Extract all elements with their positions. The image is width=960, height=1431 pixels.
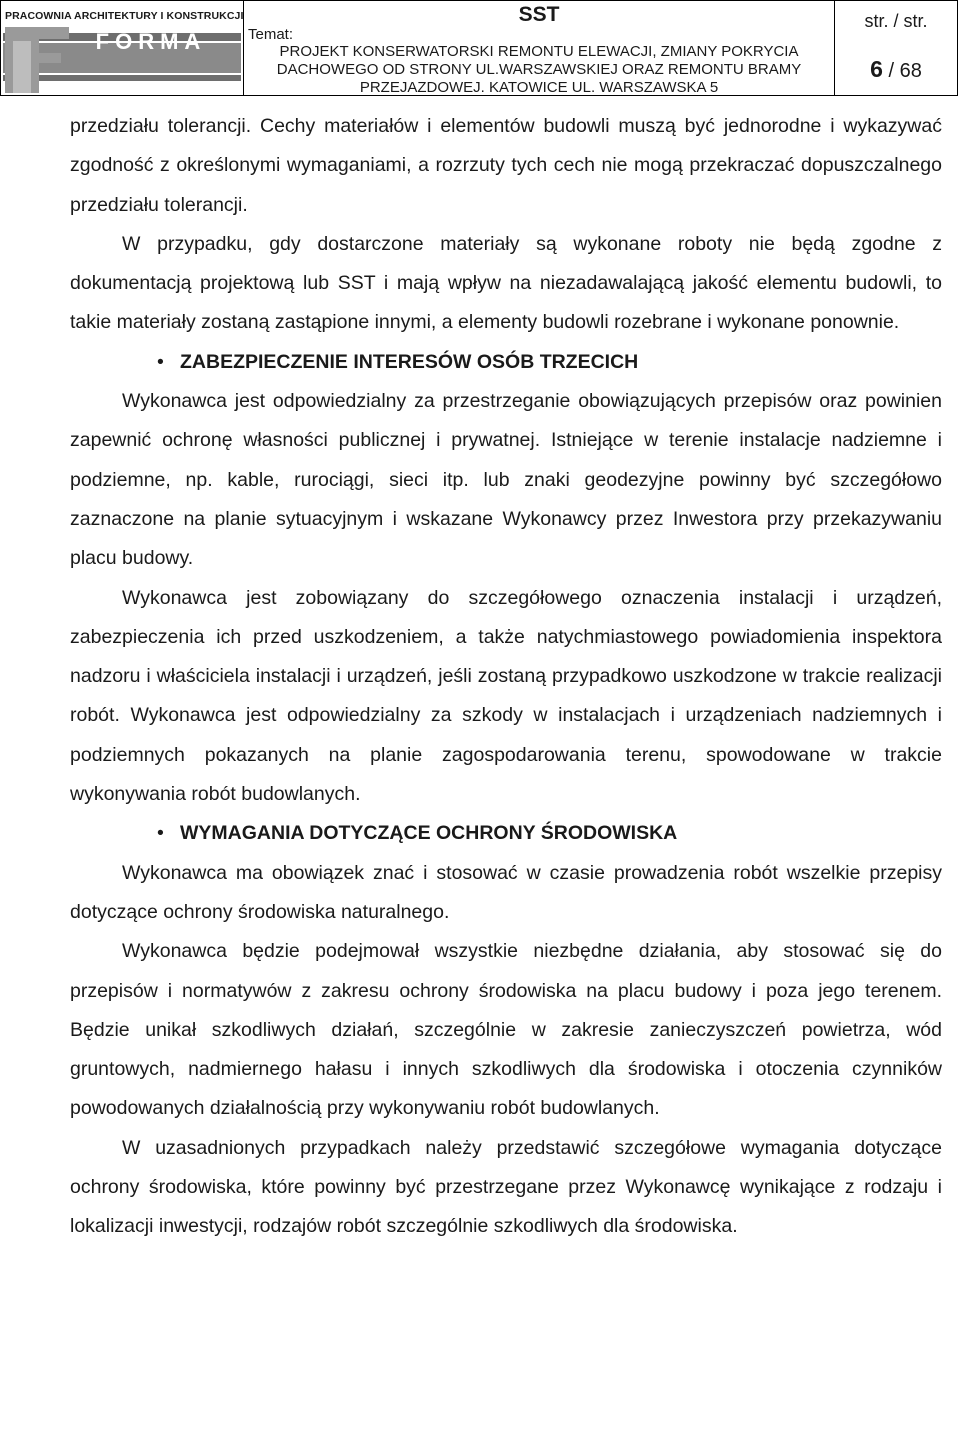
- page-number-cell: [835, 1, 957, 95]
- topic-label: Temat:: [248, 26, 294, 43]
- topic-title: [244, 43, 834, 97]
- paragraph: W uzasadnionych przypadkach należy przedstawić szczegółowe wymagania dotyczące ochrony środowiska, które powinny być przestrzegane przez Wykonawcę wynikające z rodzaju i lokalizacji inwestycji, rodzajów robót szczególnie szkodliwych dla środowiska.: [70, 1136, 942, 1238]
- topic-line: PRZEJAZDOWEJ. KATOWICE UL. WARSZAWSKA 5: [359, 79, 719, 96]
- topic-line: DACHOWEGO OD STRONY UL.WARSZAWSKIEJ ORAZ REMONTU BRAMY: [276, 61, 802, 78]
- total-pages: / 68: [888, 60, 922, 82]
- page-number: [835, 56, 957, 83]
- section-heading-text: ZABEZPIECZENIE INTERESÓW OSÓB TRZECICH: [180, 350, 639, 373]
- page-label: str. / str.: [864, 11, 928, 31]
- page-header: [0, 0, 958, 96]
- topic-line: PROJEKT KONSERWATORSKI REMONTU ELEWACJI, ZMIANY POKRYCIA: [279, 43, 799, 60]
- company-logo: [1, 1, 244, 95]
- document-body: [70, 107, 942, 1247]
- topic-cell: [244, 1, 835, 95]
- bullet-icon: •: [157, 822, 164, 845]
- document-code: SST: [518, 3, 560, 26]
- paragraph: W przypadku, gdy dostarczone materiały są wykonane roboty nie będą zgodne z dokumentacją projektową lub SST i mają wpływ na niezadawalającą jakość elementu budowli, to takie materiały zostaną zastąpione innymi, a elementy budowli rozebrane i wykonane ponownie.: [70, 232, 942, 334]
- section-heading: [70, 814, 942, 853]
- section-heading-text: WYMAGANIA DOTYCZĄCE OCHRONY ŚRODOWISKA: [180, 822, 678, 845]
- section-heading: [70, 343, 942, 382]
- logo-wordmark: FORMA: [95, 29, 207, 54]
- paragraph: Wykonawca będzie podejmował wszystkie niezbędne działania, aby stosować się do przepisów i normatywów z zakresu ochrony środowiska na placu budowy i poza jego terenem. Będzie unikał szkodliwych działań, szczególnie w zakresie zanieczyszczeń powietrza, wód gruntowych, nadmiernego hałasu i innych szkodliwych dla środowiska i otoczenia czynników powodowanych działalnością przy wykonywaniu robót budowlanych.: [70, 940, 942, 1120]
- current-page: 6: [870, 56, 883, 82]
- bullet-icon: •: [157, 350, 164, 373]
- paragraph: Wykonawca jest zobowiązany do szczegółowego oznaczenia instalacji i urządzeń, zabezpieczenia ich przed uszkodzeniem, a także natychmiastowego powiadomienia inspektora nadzoru i właściciela instalacji i urządzeń, jeśli zostaną przypadkowo uszkodzone w trakcie realizacji robót. Wykonawca jest odpowiedzialny za szkody w instalacjach i urządzeniach nadziemnych i podziemnych pokazanych na planie zagospodarowania terenu, spowodowane w trakcie wykonywania robót budowlanych.: [70, 586, 942, 806]
- paragraph: Wykonawca jest odpowiedzialny za przestrzeganie obowiązujących przepisów oraz powinien zapewnić ochronę własności publicznej i prywatnej. Istniejące w terenie instalacje nadziemne i podziemne, np. kable, rurociągi, sieci itp. lub znaki geodezyjne powinny być szczegółowo zaznaczone na planie sytuacyjnym i wskazane Wykonawcy przez Inwestora przy przekazywaniu placu budowy.: [70, 390, 942, 570]
- paragraph: Wykonawca ma obowiązek znać i stosować w czasie prowadzenia robót wszelkie przepisy dotyczące ochrony środowiska naturalnego.: [70, 861, 942, 923]
- company-name: PRACOWNIA ARCHITEKTURY I KONSTRUKCJI: [5, 10, 244, 22]
- paragraph: przedziału tolerancji. Cechy materiałów i elementów budowli muszą być jednorodne i wykazywać zgodność z określonymi wymaganiami, a rozrzuty tych cech nie mogą przekraczać dopuszczalnego przedziału tolerancji.: [70, 115, 942, 216]
